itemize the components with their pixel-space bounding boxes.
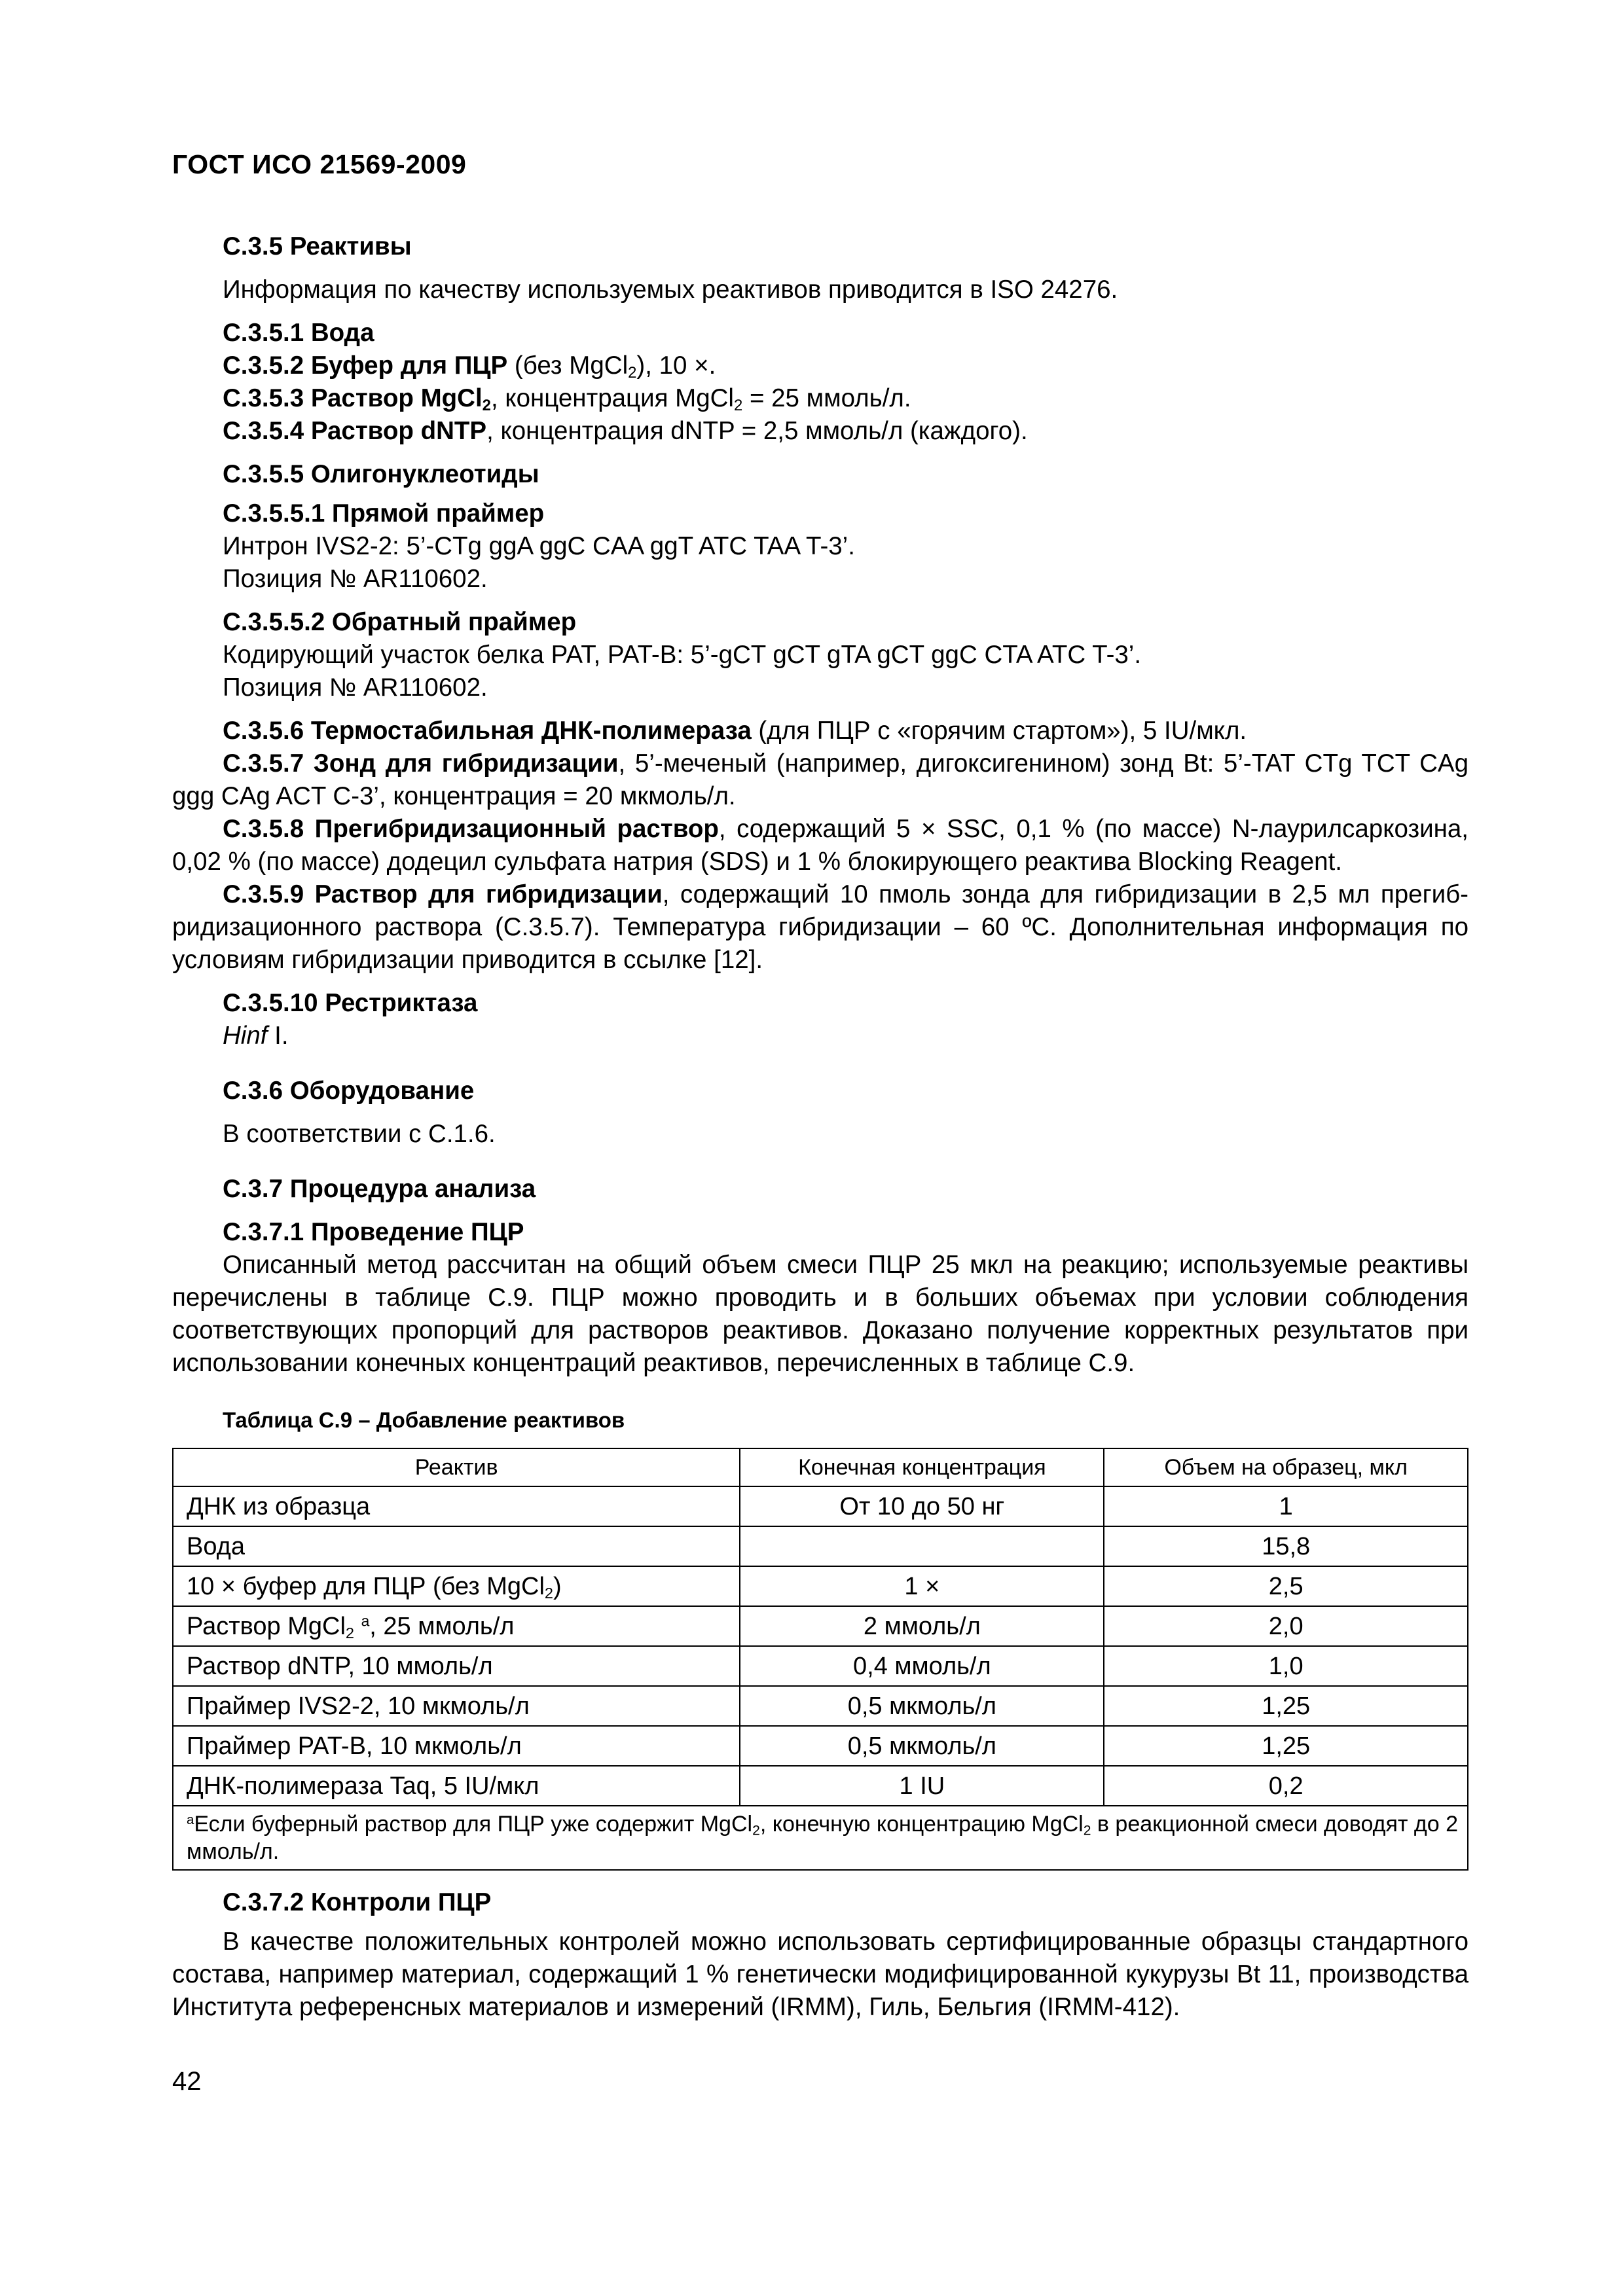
subsection-heading: С.3.5.5.1 Прямой праймер bbox=[223, 499, 545, 528]
item-text: , содержащий 10 пмоль зонда для гибридизации в 2,5 мл прегибридизационного раствора (С.3.5.7). Температура гибридизации – 60 ºС. Дополнительная информация по условиям гибридизации приводится в ссылке [12]. bbox=[172, 880, 1468, 974]
table-cell bbox=[173, 1566, 740, 1606]
table-cell: Праймер IVS2-2, 10 мкмоль/л bbox=[173, 1686, 740, 1726]
item-text: , концентрация dNTP = 2,5 ммоль/л (каждого). bbox=[486, 417, 1028, 445]
table-row bbox=[173, 1766, 1468, 1806]
enzyme-italic: Hinf bbox=[223, 1022, 268, 1050]
item-text: ), 10 ×. bbox=[636, 351, 716, 380]
subsection-heading: С.3.7.1 Проведение ПЦР bbox=[223, 1218, 524, 1246]
item-dntp bbox=[172, 415, 1468, 448]
table-cell: ДНК из образца bbox=[173, 1486, 740, 1526]
reagents-table bbox=[172, 1448, 1468, 1871]
item-text: , содержащий 5 × SSC, 0,1 % (по массе) N-лаурилсаркозина, 0,02 % (по массе) додецил сульфата натрия (SDS) и 1 % блокирующего реактива Blocking Reagent. bbox=[172, 815, 1468, 876]
item-polymerase bbox=[172, 715, 1468, 747]
item-hyb bbox=[172, 878, 1468, 977]
table-cell: ДНК-полимераза Taq, 5 IU/мкл bbox=[173, 1766, 740, 1806]
item-mgcl bbox=[172, 382, 1468, 415]
enzyme-rest: I. bbox=[267, 1022, 289, 1050]
column-header: Реактив bbox=[173, 1448, 740, 1486]
item-heading: С.3.5.1 Вода bbox=[223, 319, 374, 347]
item-text: = 25 ммоль/л. bbox=[742, 384, 911, 412]
table-row bbox=[173, 1646, 1468, 1686]
table-cell: Праймер PAT-B, 10 мкмоль/л bbox=[173, 1726, 740, 1766]
item-buffer bbox=[172, 350, 1468, 382]
table-row bbox=[173, 1486, 1468, 1526]
item-heading: С.3.5.8 Прегибридизационный раствор bbox=[223, 815, 719, 843]
item-text: , 5’-меченый (например, дигоксигенином) зонд Bt: 5’-TAT CTg TCT CAg ggg CAg ACT C-3’, концентрация = 20 мкмоль/л. bbox=[172, 749, 1468, 810]
document-code: ГОСТ ИСО 21569-2009 bbox=[172, 149, 467, 179]
table-footnote-row bbox=[173, 1806, 1468, 1870]
sequence-text: Интрон IVS2-2: 5’-CTg ggA ggC CAA ggT ATC TAA T-3’. bbox=[223, 532, 855, 560]
item-heading: С.3.5.2 Буфер для ПЦР bbox=[223, 351, 508, 380]
subscript: 2 bbox=[544, 1584, 554, 1602]
item-text: (для ПЦР с «горячим стартом»), 5 IU/мкл. bbox=[751, 717, 1247, 745]
subscript: 2 bbox=[482, 396, 491, 414]
table-cell: Вода bbox=[173, 1526, 740, 1566]
cell-text: , 25 ммоль/л bbox=[369, 1612, 515, 1640]
subscript: 2 bbox=[345, 1624, 354, 1641]
subscript: 2 bbox=[733, 396, 743, 414]
table-cell: 1,25 bbox=[1104, 1686, 1468, 1726]
page-content bbox=[172, 230, 1468, 2024]
column-header: Объем на образец, мкл bbox=[1104, 1448, 1468, 1486]
item-heading: С.3.5.6 Термостабильная ДНК-полимераза bbox=[223, 717, 752, 745]
table-cell bbox=[173, 1606, 740, 1646]
table-caption: Таблица С.9 – Добавление реактивов bbox=[223, 1408, 625, 1432]
paragraph: Информация по качеству используемых реактивов приводится в ISO 24276. bbox=[223, 276, 1118, 304]
table-cell: 2,0 bbox=[1104, 1606, 1468, 1646]
table-cell: 1 bbox=[1104, 1486, 1468, 1526]
paragraph: В соответствии с С.1.6. bbox=[223, 1120, 496, 1148]
item-probe bbox=[172, 747, 1468, 813]
table-cell: 0,4 ммоль/л bbox=[740, 1646, 1104, 1686]
table-cell: 2 ммоль/л bbox=[740, 1606, 1104, 1646]
table-cell: 1 × bbox=[740, 1566, 1104, 1606]
table-row bbox=[173, 1526, 1468, 1566]
section-heading: С.3.5 Реактивы bbox=[223, 232, 412, 260]
table-row bbox=[173, 1726, 1468, 1766]
item-heading: С.3.5.4 Раствор dNTP bbox=[223, 417, 487, 445]
paragraph: Описанный метод рассчитан на общий объем смеси ПЦР 25 мкл на реакцию; используемые реактивы перечислены в таблице С.9. ПЦР можно проводить и в больших объемах при условии соблюдения соответствующих пропорций для растворов реактивов. Доказано получение корректных результатов при использовании конечных концентраций реактивов, перечисленных в таблице С.9. bbox=[172, 1251, 1468, 1377]
cell-text: Раствор MgCl bbox=[187, 1612, 346, 1640]
table-row bbox=[173, 1566, 1468, 1606]
table-row bbox=[173, 1606, 1468, 1646]
table-cell: 0,5 мкмоль/л bbox=[740, 1686, 1104, 1726]
table-cell: 2,5 bbox=[1104, 1566, 1468, 1606]
footnote-mark: а bbox=[187, 1812, 194, 1827]
table-cell: 1,25 bbox=[1104, 1726, 1468, 1766]
table-cell bbox=[740, 1526, 1104, 1566]
position-text: Позиция № AR110602. bbox=[223, 673, 488, 702]
position-text: Позиция № AR110602. bbox=[223, 565, 488, 593]
section-heading: С.3.5.10 Рестриктаза bbox=[223, 989, 478, 1017]
footnote-mark: а bbox=[361, 1611, 370, 1629]
subscript: 2 bbox=[1083, 1823, 1091, 1839]
page-number: 42 bbox=[172, 2067, 202, 2096]
cell-text: 10 × буфер для ПЦР (без MgCl bbox=[187, 1572, 545, 1600]
item-heading: С.3.5.9 Раствор для гибридизации bbox=[223, 880, 663, 908]
footnote-text: , конечную концентрацию MgCl bbox=[759, 1812, 1084, 1837]
cell-text: ) bbox=[553, 1572, 562, 1600]
item-text: (без MgCl bbox=[507, 351, 629, 380]
table-cell: 1,0 bbox=[1104, 1646, 1468, 1686]
footnote-text: Если буферный раствор для ПЦР уже содержит MgCl bbox=[194, 1812, 753, 1837]
section-heading: С.3.7 Процедура анализа bbox=[223, 1175, 536, 1203]
table-cell: 1 IU bbox=[740, 1766, 1104, 1806]
subscript: 2 bbox=[628, 363, 637, 382]
footnote-text: в реакционной смеси доводят до 2 ммоль/л. bbox=[187, 1812, 1458, 1864]
paragraph: В качестве положительных контролей можно использовать сертифицированные образцы стандартного состава, например материал, содержащий 1 % генетически модифицированной кукурузы Bt 11, производства Института референсных материалов и измерений (IRMM), Гиль, Бельгия (IRMM-412). bbox=[172, 1928, 1468, 2021]
subscript: 2 bbox=[752, 1823, 760, 1839]
item-text: , концентрация MgCl bbox=[490, 384, 734, 412]
subsection-heading: С.3.5.5.2 Обратный праймер bbox=[223, 608, 577, 636]
item-heading-text: С.3.5.3 Раствор MgCl bbox=[223, 384, 483, 412]
section-heading: С.3.5.5 Олигонуклеотиды bbox=[223, 460, 539, 488]
table-cell: 0,2 bbox=[1104, 1766, 1468, 1806]
table-cell: Раствор dNTP, 10 ммоль/л bbox=[173, 1646, 740, 1686]
sequence-text: Кодирующий участок белка PAT, PAT-B: 5’-gCT gCT gTA gCT ggC CTA ATC T-3’. bbox=[223, 641, 1142, 669]
enzyme-name bbox=[172, 1020, 1468, 1052]
table-footnote bbox=[173, 1806, 1468, 1870]
item-prehyb bbox=[172, 813, 1468, 878]
item-heading bbox=[223, 384, 491, 412]
subsection-heading: С.3.7.2 Контроли ПЦР bbox=[223, 1888, 492, 1916]
table-cell: 0,5 мкмоль/л bbox=[740, 1726, 1104, 1766]
item-heading: С.3.5.7 Зонд для гибридизации bbox=[223, 749, 619, 778]
table-row bbox=[173, 1686, 1468, 1726]
table-cell: От 10 до 50 нг bbox=[740, 1486, 1104, 1526]
column-header: Конечная концентрация bbox=[740, 1448, 1104, 1486]
table-header-row bbox=[173, 1448, 1468, 1486]
table-cell: 15,8 bbox=[1104, 1526, 1468, 1566]
section-heading: С.3.6 Оборудование bbox=[223, 1077, 475, 1105]
